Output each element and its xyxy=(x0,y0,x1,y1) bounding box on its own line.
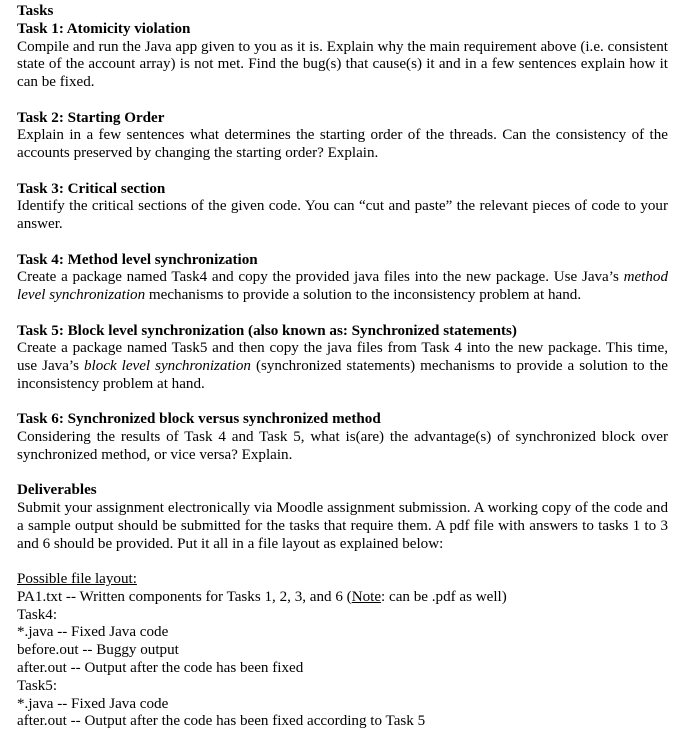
task-6-body: Considering the results of Task 4 and Task 5, what is(are) the advantage(s) of synchronized block over synchronized method, or vice versa? Explain. xyxy=(17,429,668,463)
task-4-body-pre: Create a package named Task4 and copy the provided java files into the new package. Use Java’s xyxy=(17,269,624,286)
file-layout-heading: Possible file layout: xyxy=(17,571,137,588)
task-5-heading: Task 5: Block level synchronization (also known as: Synchronized statements) xyxy=(17,322,517,339)
file-layout-line: Task5: xyxy=(17,677,58,694)
task-3-body: Identify the critical sections of the given code. You can “cut and paste” the relevant pieces of code to your answer. xyxy=(17,198,668,233)
task-6-section xyxy=(17,411,668,464)
file-layout-section xyxy=(17,571,668,731)
task-2-section xyxy=(17,110,668,163)
task-2-body: Explain in a few sentences what determines the starting order of the threads. Can the consistency of the accounts preserved by changing the starting order? Explain. xyxy=(17,127,668,162)
file-layout-line: Task4: xyxy=(17,606,58,623)
task-5-body-post: (synchronized statements) mechanisms to provide a solution to the inconsistency problem at hand. xyxy=(17,358,668,392)
file-layout-line: after.out -- Output after the code has been fixed xyxy=(17,660,304,677)
task-5-body xyxy=(17,340,668,393)
task-6-heading: Task 6: Synchronized block versus synchronized method xyxy=(17,411,381,428)
file-layout-line: after.out -- Output after the code has been fixed according to Task 5 xyxy=(17,713,426,730)
file-layout-line: *.java -- Fixed Java code xyxy=(17,624,169,641)
task-1-heading: Task 1: Atomicity violation xyxy=(17,20,191,37)
task-2-heading: Task 2: Starting Order xyxy=(17,109,165,126)
pa1-line-pre: PA1.txt -- Written components for Tasks 1, 2, 3, and 6 ( xyxy=(17,588,352,605)
task-5-body-pre: Create a package named Task5 and then copy the java files from Task 4 into the new package. This time, use Java’s xyxy=(17,340,668,375)
task-4-body-post: mechanisms to provide a solution to the inconsistency problem at hand. xyxy=(145,287,582,304)
deliverables-heading: Deliverables xyxy=(17,482,97,499)
task-4-body xyxy=(17,269,668,305)
task-5-section xyxy=(17,323,668,394)
file-layout-line: before.out -- Buggy output xyxy=(17,642,179,659)
deliverables-body: Submit your assignment electronically via Moodle assignment submission. A working copy of the code and a sample output should be submitted for the tasks that require them. A pdf file with answers to tasks 1 to 3 and 6 should be provided. Put it all in a file layout as explained below: xyxy=(17,500,668,552)
pa1-line-note: Note xyxy=(351,588,382,605)
task-1-body: Compile and run the Java app given to you as it is. Explain why the main requirement above (i.e. consistent state of the account array) is not met. Find the bug(s) that cause(s) it and in a few sentences explain how it can be fixed. xyxy=(17,38,668,91)
task-1-section xyxy=(17,21,668,92)
task-3-heading: Task 3: Critical section xyxy=(17,180,166,197)
deliverables-section xyxy=(17,482,668,553)
task-3-section xyxy=(17,181,668,234)
doc-title: Tasks xyxy=(17,3,54,19)
file-layout-line-pa1 xyxy=(17,589,668,607)
file-layout-line: *.java -- Fixed Java code xyxy=(17,695,169,712)
task-5-body-emphasis: block level synchronization xyxy=(83,358,251,375)
pa1-line-post: : can be .pdf as well) xyxy=(381,588,507,605)
task-4-section xyxy=(17,252,668,305)
task-4-body-emphasis: method level synchronization xyxy=(17,269,668,304)
task-4-heading: Task 4: Method level synchronization xyxy=(17,251,258,268)
